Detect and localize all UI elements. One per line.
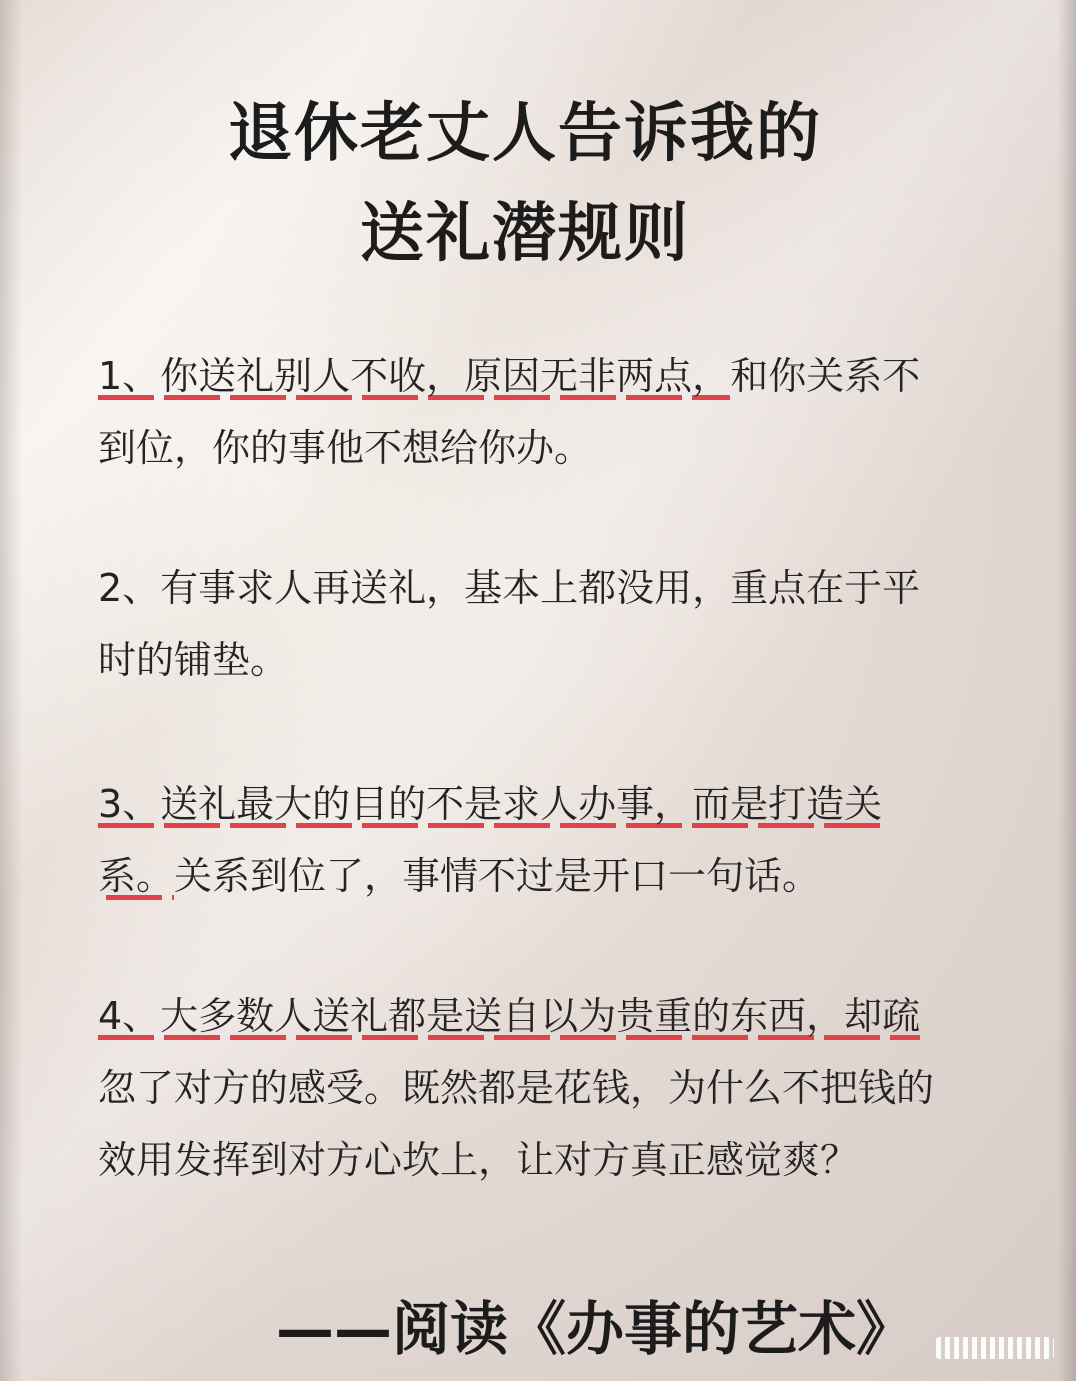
- point-2: [98, 552, 958, 696]
- point-3-underlined: 3、送礼最大的目的不是求人办事，而是打造关系。: [98, 782, 882, 904]
- point-1-text: 和你关系不到位，你的事他不想给你办。: [98, 354, 921, 470]
- book-quote: ——阅读《办事的艺术》: [276, 1295, 915, 1363]
- title-line-2: 送礼潜规则: [360, 197, 690, 271]
- watermark-mark: [936, 1337, 1054, 1359]
- point-1-underlined: 1、你送礼别人不收，原因无非两点，: [98, 354, 730, 404]
- point-3-text: 关系到位了，事情不过是开口一句话。: [174, 854, 821, 898]
- point-4-underlined: 4、大多数人送礼都是送自以为贵重的东西，却疏: [98, 994, 920, 1044]
- point-1: [98, 340, 958, 484]
- point-4-text: 忽了对方的感受。既然都是花钱，为什么不把钱的效用发挥到对方心坎上，让对方真正感觉爽？: [98, 1066, 935, 1182]
- title-line-1: 退休老丈人告诉我的: [228, 97, 822, 171]
- point-2-text: 2、有事求人再送礼，基本上都没用，重点在于平时的铺垫。: [98, 566, 921, 682]
- page-right-edge: [1058, 0, 1076, 1381]
- point-4: [98, 980, 958, 1196]
- point-3: [98, 768, 958, 912]
